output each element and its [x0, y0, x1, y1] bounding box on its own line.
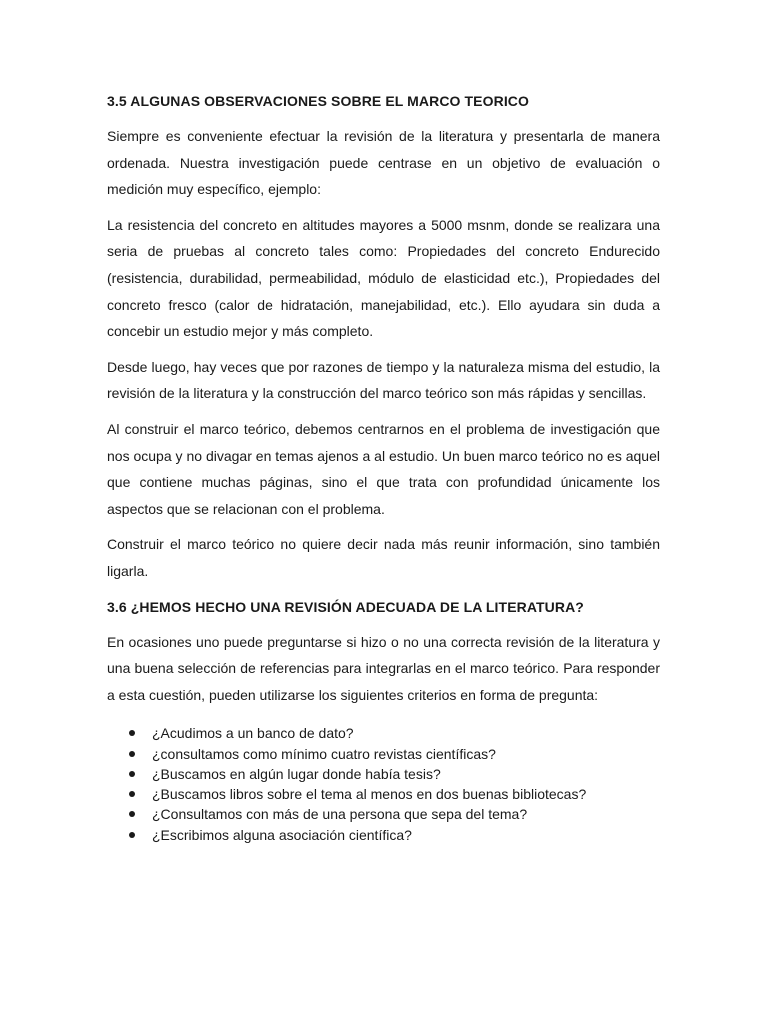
paragraph: Al construir el marco teórico, debemos centrarnos en el problema de investigación que nos ocupa y no divagar en temas ajenos a al estudio. Un buen marco teórico no es aquel que contiene muchas páginas, sino el que trata con profundidad únicamente los aspectos que se relacionan con el problema. [107, 420, 660, 517]
list-item [107, 764, 660, 784]
paragraph: Desde luego, hay veces que por razones de tiempo y la naturaleza misma del estudio, la revisión de la literatura y la construcción del marco teórico son más rápidas y sencillas. [107, 358, 660, 402]
criteria-list [107, 723, 660, 845]
bullet-icon [129, 811, 135, 817]
bullet-icon [129, 751, 135, 757]
bullet-icon [129, 832, 135, 838]
list-item [107, 804, 660, 824]
paragraph: La resistencia del concreto en altitudes mayores a 5000 msnm, donde se realizara una seria de pruebas al concreto tales como: Propiedades del concreto Endurecido (resistencia, durabilidad, permeabilidad, módulo de elasticidad etc.), Propiedades del concreto fresco (calor de hidratación, manejabilidad, etc.). Ello ayudara sin duda a concebir un estudio mejor y más completo. [107, 216, 660, 340]
list-item [107, 825, 660, 845]
paragraph: En ocasiones uno puede preguntarse si hizo o no una correcta revisión de la literatura y una buena selección de referencias para integrarlas en el marco teórico. Para responder a esta cuestión, pueden utilizarse los siguientes criterios en forma de pregunta: [107, 633, 660, 703]
paragraph: Siempre es conveniente efectuar la revisión de la literatura y presentarla de manera ordenada. Nuestra investigación puede centrase en un objetivo de evaluación o medición muy específico, ejemplo: [107, 128, 660, 198]
paragraph: Construir el marco teórico no quiere decir nada más reunir información, sino también ligarla. [107, 536, 660, 579]
section-heading-3-5: 3.5 ALGUNAS OBSERVACIONES SOBRE EL MARCO TEORICO [107, 93, 530, 109]
list-item [107, 784, 660, 804]
bullet-icon [129, 771, 135, 777]
list-item-text: ¿Escribimos alguna asociación científica? [152, 826, 412, 843]
bullet-icon [129, 730, 135, 736]
bullet-icon [129, 791, 135, 797]
section-heading-3-6: 3.6 ¿HEMOS HECHO UNA REVISIÓN ADECUADA DE LA LITERATURA? [107, 598, 584, 615]
list-item-text: ¿consultamos como mínimo cuatro revistas científicas? [152, 745, 496, 762]
list-item-text: ¿Buscamos en algún lugar donde había tesis? [152, 765, 441, 782]
list-item-text: ¿Consultamos con más de una persona que sepa del tema? [152, 806, 528, 823]
list-item [107, 723, 660, 743]
list-item-text: ¿Buscamos libros sobre el tema al menos en dos buenas bibliotecas? [152, 786, 587, 803]
document-page [107, 88, 660, 845]
list-item [107, 744, 660, 764]
list-item-text: ¿Acudimos a un banco de dato? [152, 725, 354, 742]
